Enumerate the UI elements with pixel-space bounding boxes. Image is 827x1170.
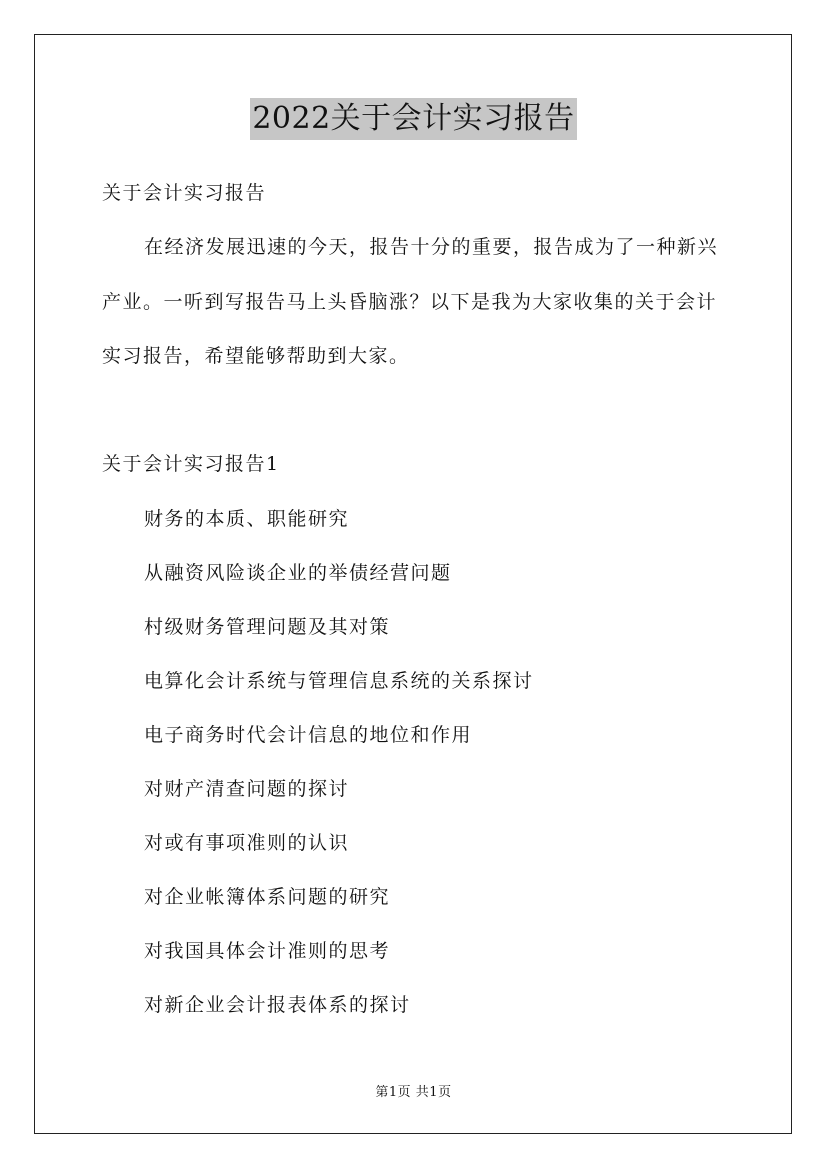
list-item: 电算化会计系统与管理信息系统的关系探讨 xyxy=(144,670,534,692)
intro-line-1: 在经济发展迅速的今天，报告十分的重要，报告成为了一种新兴 xyxy=(144,236,719,258)
list-item: 财务的本质、职能研究 xyxy=(144,508,350,530)
list-item: 对或有事项准则的认识 xyxy=(144,832,350,854)
list-item: 对新企业会计报表体系的探讨 xyxy=(144,994,411,1016)
document-title: 2022关于会计实习报告 xyxy=(250,98,576,140)
list-item: 村级财务管理问题及其对策 xyxy=(144,616,391,638)
section-heading: 关于会计实习报告1 xyxy=(102,453,280,475)
title-wrap xyxy=(0,98,827,140)
list-item: 对财产清查问题的探讨 xyxy=(144,778,350,800)
list-item: 从融资风险谈企业的举债经营问题 xyxy=(144,562,452,584)
page-footer: 第1页 共1页 xyxy=(375,1085,452,1100)
list-item: 电子商务时代会计信息的地位和作用 xyxy=(144,724,473,746)
intro-line-3: 实习报告，希望能够帮助到大家。 xyxy=(102,345,410,367)
intro-line-2: 产业。一听到写报告马上头昏脑涨？以下是我为大家收集的关于会计 xyxy=(102,291,718,313)
list-item: 对我国具体会计准则的思考 xyxy=(144,940,391,962)
subtitle: 关于会计实习报告 xyxy=(102,182,267,204)
list-item: 对企业帐簿体系问题的研究 xyxy=(144,886,391,908)
